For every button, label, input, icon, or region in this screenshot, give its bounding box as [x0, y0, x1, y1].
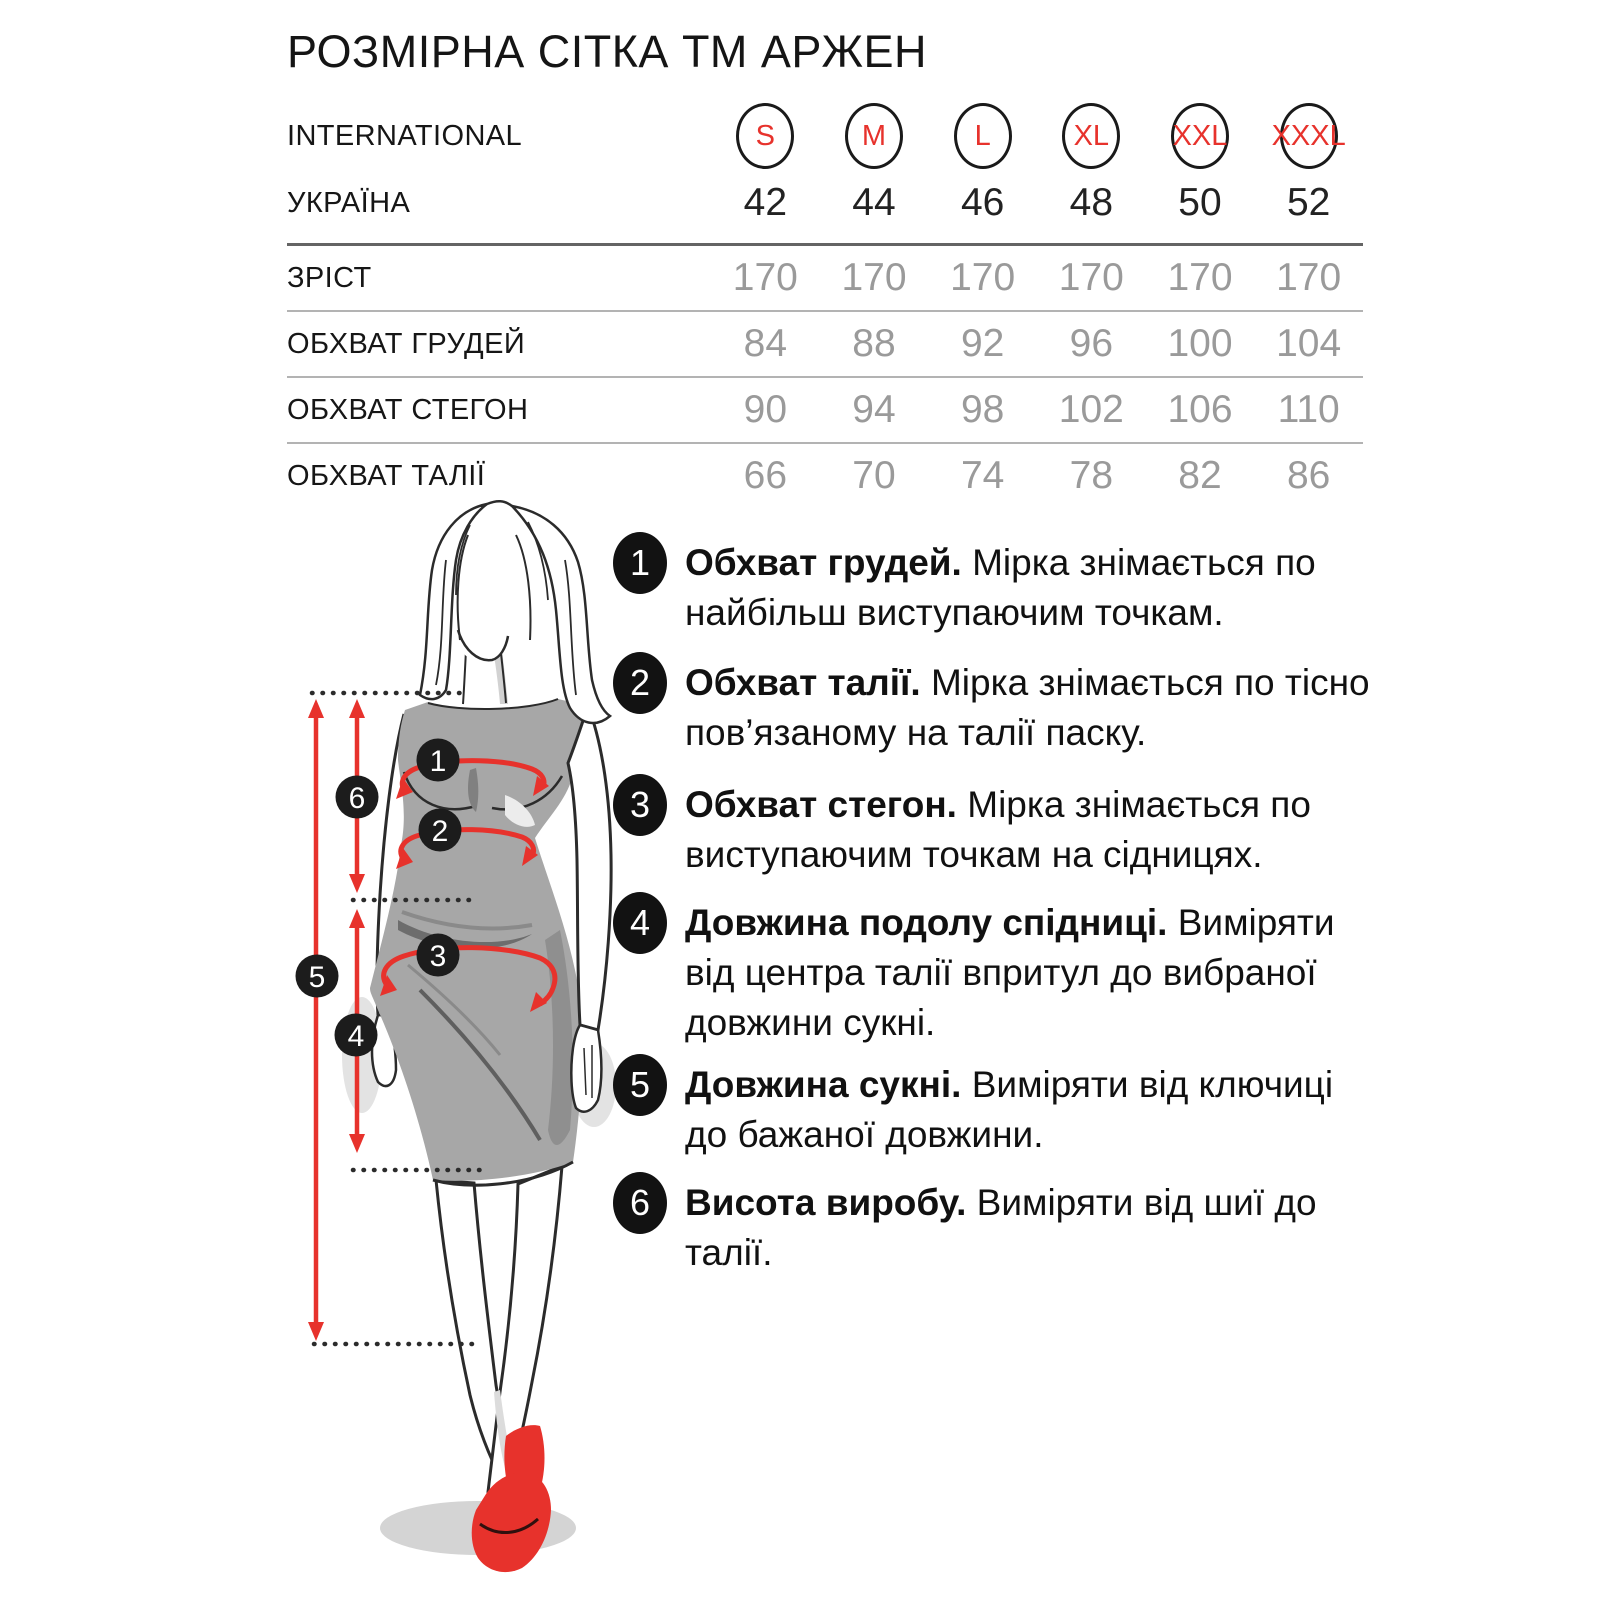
cell: 170	[950, 256, 1016, 299]
legend-term: Довжина подолу спідниці.	[685, 902, 1168, 943]
cell: 78	[1069, 454, 1114, 497]
row-label: INTERNATIONAL	[287, 119, 523, 152]
legend-text	[685, 898, 1375, 1048]
cell: 50	[1178, 181, 1222, 224]
legend-desc: Виміряти від центра талії впритул до вибраної довжини сукні.	[685, 902, 1335, 1043]
cell: 66	[743, 454, 788, 497]
page-title: РОЗМІРНА СІТКА ТМ АРЖЕН	[287, 26, 928, 77]
cell: 48	[1069, 181, 1114, 224]
cell: 52	[1286, 181, 1331, 224]
legend-item-6	[613, 1178, 1375, 1278]
legend-term: Обхват стегон.	[685, 784, 957, 825]
cell: 170	[732, 256, 798, 299]
cell: 170	[1167, 256, 1233, 299]
hair-top	[487, 501, 512, 506]
legend-bullet-3: 3	[613, 774, 667, 836]
row-label: ОБХВАТ СТЕГОН	[287, 393, 529, 426]
legend-item-4	[613, 898, 1375, 1048]
cell: 100	[1167, 322, 1233, 365]
legend-bullet-2: 2	[613, 652, 667, 714]
cell: 96	[1069, 322, 1114, 365]
cell: 110	[1277, 388, 1340, 431]
cell: 86	[1286, 454, 1331, 497]
legend-item-5	[613, 1060, 1375, 1160]
cell: 82	[1178, 454, 1222, 497]
marker-label-3: 3	[429, 940, 447, 973]
row-label: ЗРІСТ	[287, 261, 372, 294]
size-letter: XXL	[1172, 119, 1228, 152]
cell: 170	[1058, 256, 1124, 299]
hair-right	[512, 506, 610, 723]
legend-term: Обхват грудей.	[685, 542, 962, 583]
size-letter: M	[861, 119, 887, 152]
legend-desc: Виміряти від шиї до талії.	[685, 1182, 1317, 1273]
legend-term: Висота виробу.	[685, 1182, 967, 1223]
cell: 42	[743, 181, 788, 224]
marker-label-2: 2	[431, 815, 449, 848]
marker-label-4: 4	[347, 1020, 365, 1053]
cell: 92	[960, 322, 1005, 365]
cell: 46	[960, 181, 1005, 224]
legend-desc: Мірка знімається по найбільш виступаючим точкам.	[685, 542, 1316, 633]
cell: 44	[852, 181, 896, 224]
front-shoe	[472, 1472, 551, 1572]
legend-text	[685, 538, 1375, 638]
row-label: УКРАЇНА	[287, 186, 411, 219]
cell: 74	[960, 454, 1005, 497]
legend-desc: Виміряти від ключиці до бажаної довжини.	[685, 1064, 1334, 1155]
legend-term: Обхват талії.	[685, 662, 921, 703]
legend-term: Довжина сукні.	[685, 1064, 962, 1105]
size-letter: XXXL	[1271, 119, 1346, 152]
legend-bullet-4: 4	[613, 892, 667, 954]
legend-item-1	[613, 538, 1375, 638]
cell: 170	[1276, 256, 1342, 299]
cell: 70	[852, 454, 896, 497]
legend-bullet-6: 6	[613, 1172, 667, 1234]
size-letter: XL	[1073, 119, 1110, 152]
cell: 84	[743, 322, 788, 365]
cell: 94	[852, 388, 896, 431]
size-letter: S	[755, 119, 775, 152]
cell: 104	[1276, 322, 1342, 365]
legend-item-2	[613, 658, 1375, 758]
marker-label-6: 6	[348, 782, 366, 815]
cell: 88	[852, 322, 896, 365]
legend-text	[685, 1178, 1375, 1278]
row-label: ОБХВАТ ТАЛІЇ	[287, 459, 486, 492]
legend-text	[685, 1060, 1375, 1160]
cell: 102	[1058, 388, 1124, 431]
legend-desc: Мірка знімається по виступаючим точкам на сідницях.	[685, 784, 1311, 875]
cell: 90	[743, 388, 788, 431]
cell: 170	[841, 256, 907, 299]
legend-text	[685, 658, 1375, 758]
legend-bullet-5: 5	[613, 1054, 667, 1116]
size-letter: L	[974, 119, 991, 152]
cell: 98	[960, 388, 1005, 431]
legend-desc: Мірка знімається по тісно пов’язаному на талії паску.	[685, 662, 1370, 753]
legend-item-3	[613, 780, 1375, 880]
legend-text	[685, 780, 1375, 880]
legend-bullet-1: 1	[613, 532, 667, 594]
marker-label-1: 1	[429, 745, 447, 778]
row-label: ОБХВАТ ГРУДЕЙ	[287, 327, 526, 360]
cell: 106	[1167, 388, 1233, 431]
marker-label-5: 5	[308, 961, 326, 994]
right-hand	[571, 1025, 601, 1112]
